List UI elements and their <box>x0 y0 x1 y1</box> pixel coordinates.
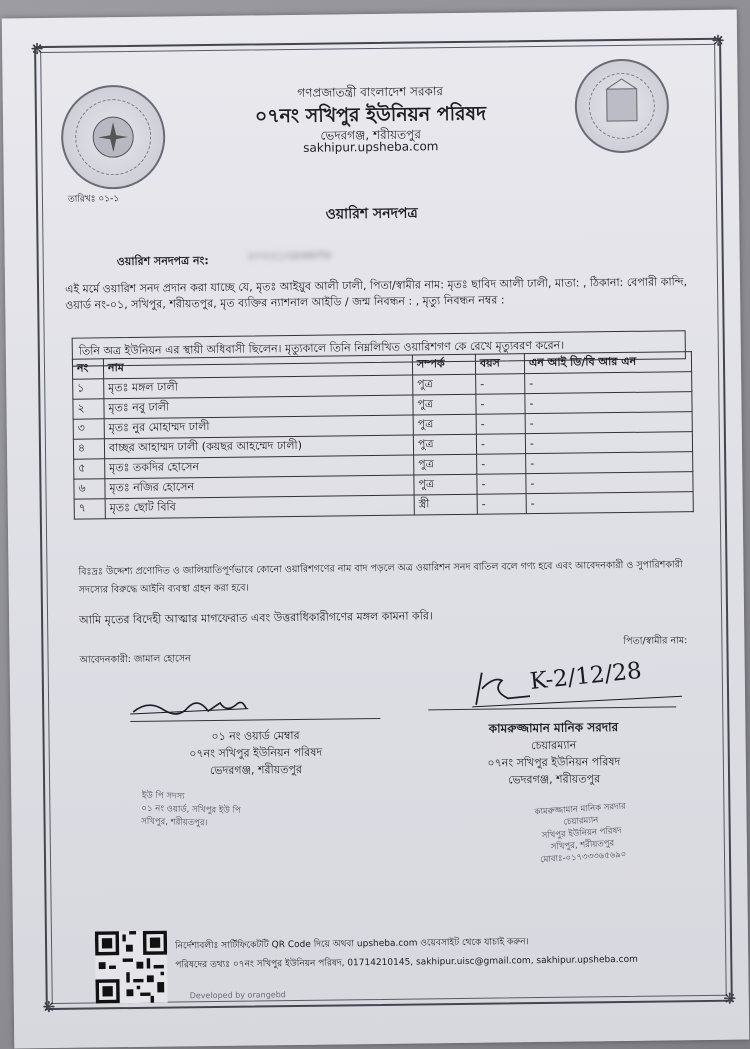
chairman-stamp-line: সখিপুর, শরীয়তপুর <box>550 838 615 853</box>
chairman-location: ভেদরগঞ্জ, শরীয়তপুর <box>507 772 601 787</box>
verification-instruction: নির্দেশাবলীঃ সার্টিফিকেটটি QR Code দিয়ে অথবা upsheba.com ওয়েবসাইট থেকে যাচাই করুন। <box>175 937 529 952</box>
heir-age: - <box>477 494 526 515</box>
heir-name: মৃতঃ নজির হোসেন <box>105 475 414 499</box>
member-union: ০৭নং সখিপুর ইউনিয়ন পরিষদ <box>189 745 323 761</box>
column-header-relation: সম্পর্ক <box>412 354 475 375</box>
member-stamp <box>141 790 322 833</box>
member-signatory-block <box>130 726 381 780</box>
corner-ornament-icon: ❋ <box>30 40 44 59</box>
heir-relation: স্ত্রী <box>414 494 477 515</box>
heir-nid: - <box>526 492 693 514</box>
heir-relation: পুত্র <box>413 374 476 395</box>
certificate-declaration: এই মর্মে ওয়ারিশ সনদ প্রদান করা যাচ্ছে যে, মৃতঃ আইয়ুব আলী ঢালী, পিতা/স্বামীর নাম: মৃতঃ ছাবিদ আলী ঢালী, মাতা: , ঠিকানা: বেপারী কান্দি, ওয়ার্ড নং-০১, সখিপুর, শরীয়তপুর, মৃত ব্যক্তির ন্যাশনাল আইডি / জন্ম নিবন্ধন : , মৃত্যু নিবন্ধন নম্বর : <box>64 275 688 312</box>
corner-ornament-icon: ❋ <box>42 997 56 1017</box>
member-location: ভেদরগঞ্জ, শরীয়তপুর <box>209 762 303 778</box>
heir-name: মৃতঃ তকদির হোসেন <box>105 455 414 479</box>
union-name-heading: ০৭নং সখিপুর ইউনিয়ন পরিষদ <box>254 102 487 128</box>
corner-ornament-icon: ❋ <box>723 989 737 1008</box>
heir-name: মৃতঃ নুর মোহাম্মদ ঢালী <box>104 415 413 439</box>
heir-name: মৃতঃ মঙ্গল ঢালী <box>104 375 413 399</box>
chairman-stamp-line: চেয়ারম্যান <box>563 815 599 828</box>
union-website: sakhipur.upsheba.com <box>303 139 439 155</box>
certificate-number-value: ২০২২১২৮৬৬৭৮ <box>246 247 333 263</box>
member-signature-icon <box>128 687 368 720</box>
heir-no: ৭ <box>74 499 105 519</box>
heir-relation: পুত্র <box>414 454 477 475</box>
applicant-name: আবেদনকারী: জামাল হোসেন <box>79 653 191 666</box>
heir-name: মৃতঃ ছোট বিবি <box>105 495 414 519</box>
heir-nid: - <box>525 412 692 434</box>
member-stamp-line: ০১ নং ওয়ার্ড, সখিপুর ইউ পি <box>141 803 241 816</box>
page-title: ওয়ারিশ সনদপত্র <box>325 205 418 223</box>
chairman-stamp-line: কামরুজ্জামান মানিক সরদার <box>534 801 627 818</box>
heir-nid: - <box>525 372 692 394</box>
heirs-table-intro: তিনি অত্র ইউনিয়ন এর স্থায়ী অধিবাসী ছিলেন। মৃত্যুকালে তিনি নিম্নলিখিত ওয়ারিশগণ কে রেখে মৃত্যুবরণ করেন। <box>72 330 686 366</box>
certificate-number-label: ওয়ারিশ সনদপত্র নং: <box>116 254 209 269</box>
issue-date: তারিখঃ ০১-১ <box>67 194 120 205</box>
union-location: ভেদরগঞ্জ, শরীয়তপুর <box>320 127 421 143</box>
heir-age: - <box>476 414 525 435</box>
fraud-notice: বিঃদ্রঃ উদ্দেশ্য প্রণোদিত ও জালিয়াতিপূর্ণভাবে কোনো ওয়ারিশগণের নাম বাদ পড়লে অত্র ওয়ারিশন সনদ বাতিল বলে গণ্য হবে এবং আবেদনকারী ও সুপারিশকারী সদস্যের বিরুদ্ধে আইনি ব্যবস্থা গ্রহন করা হবে। <box>78 559 683 596</box>
chairman-name: কামরুজ্জামান মানিক সরদার <box>488 720 619 736</box>
chairman-stamp-line: সখিপুর ইউনিয়ন পরিষদ <box>541 825 623 842</box>
heir-relation: পুত্র <box>413 414 476 435</box>
heir-age: - <box>476 374 525 395</box>
heir-no: ৫ <box>74 459 105 479</box>
column-header-no: নং <box>72 359 103 379</box>
corner-ornament-icon: ❋ <box>711 31 725 50</box>
prayer-statement: আমি মৃতের বিদেহী আত্মার মাগফেরাত এবং উত্তরাধিকারীগণের মঙ্গল কামনা করি। <box>79 609 433 627</box>
heir-no: ৩ <box>73 419 104 439</box>
heir-relation: পুত্র <box>413 434 476 455</box>
heir-nid: - <box>526 452 693 474</box>
chairman-signature-date: K-2/12/28 <box>528 657 643 695</box>
parent-name-label: পিতা/স্বামীর নাম: <box>623 635 688 647</box>
heir-no: ৬ <box>74 479 105 499</box>
qr-code-icon <box>95 931 168 1004</box>
union-contact-info: পরিষদের তথ্যঃ ০৭নং সখিপুর ইউনিয়ন পরিষদ, 01714210145, sakhipur.uisc@gmail.com, sakhipur.upsheba.com <box>175 954 638 971</box>
heir-nid: - <box>526 472 693 494</box>
certificate-paper <box>2 10 750 1049</box>
member-stamp-line: সখিপুর, শরীয়তপুর। <box>141 816 208 829</box>
heir-name: বাচ্ছর আহাম্মদ ঢালী (কয়ছর আহম্মেদ ঢালী) <box>104 435 413 459</box>
heir-relation: পুত্র <box>414 474 477 495</box>
heir-no: ১ <box>73 379 104 399</box>
member-stamp-line: ইউ পি সদস্য <box>141 790 185 802</box>
heir-nid: - <box>525 392 692 414</box>
heir-no: ৪ <box>73 439 104 459</box>
heir-no: ২ <box>73 399 104 419</box>
chairman-stamp-line: মোবাঃ-০১৭৩৩৩৬৫৬৯০ <box>539 849 627 866</box>
heir-age: - <box>476 434 525 455</box>
chairman-signatory-block <box>428 718 679 789</box>
column-header-age: বয়স <box>475 354 524 375</box>
member-designation: ০১ নং ওয়ার্ড মেম্বার <box>211 728 300 744</box>
heir-age: - <box>476 394 525 415</box>
heirs-table <box>72 351 694 520</box>
heir-nid: - <box>525 432 692 454</box>
heir-relation: পুত্র <box>413 394 476 415</box>
heir-name: মৃতঃ নবু ঢালী <box>104 395 413 419</box>
chairman-union: ০৭নং সখিপুর ইউনিয়ন পরিষদ <box>487 755 621 770</box>
column-header-name: নাম <box>103 355 412 379</box>
heir-age: - <box>477 454 526 475</box>
developer-credit: Developed by orangebd <box>189 990 286 1001</box>
column-header-nid: এন আই ডি/বি আর এন <box>524 352 691 374</box>
heir-age: - <box>477 474 526 495</box>
government-heading: গণপ্রজাতন্ত্রী বাংলাদেশ সরকার <box>297 84 444 100</box>
chairman-title: চেয়ারম্যান <box>530 738 577 753</box>
